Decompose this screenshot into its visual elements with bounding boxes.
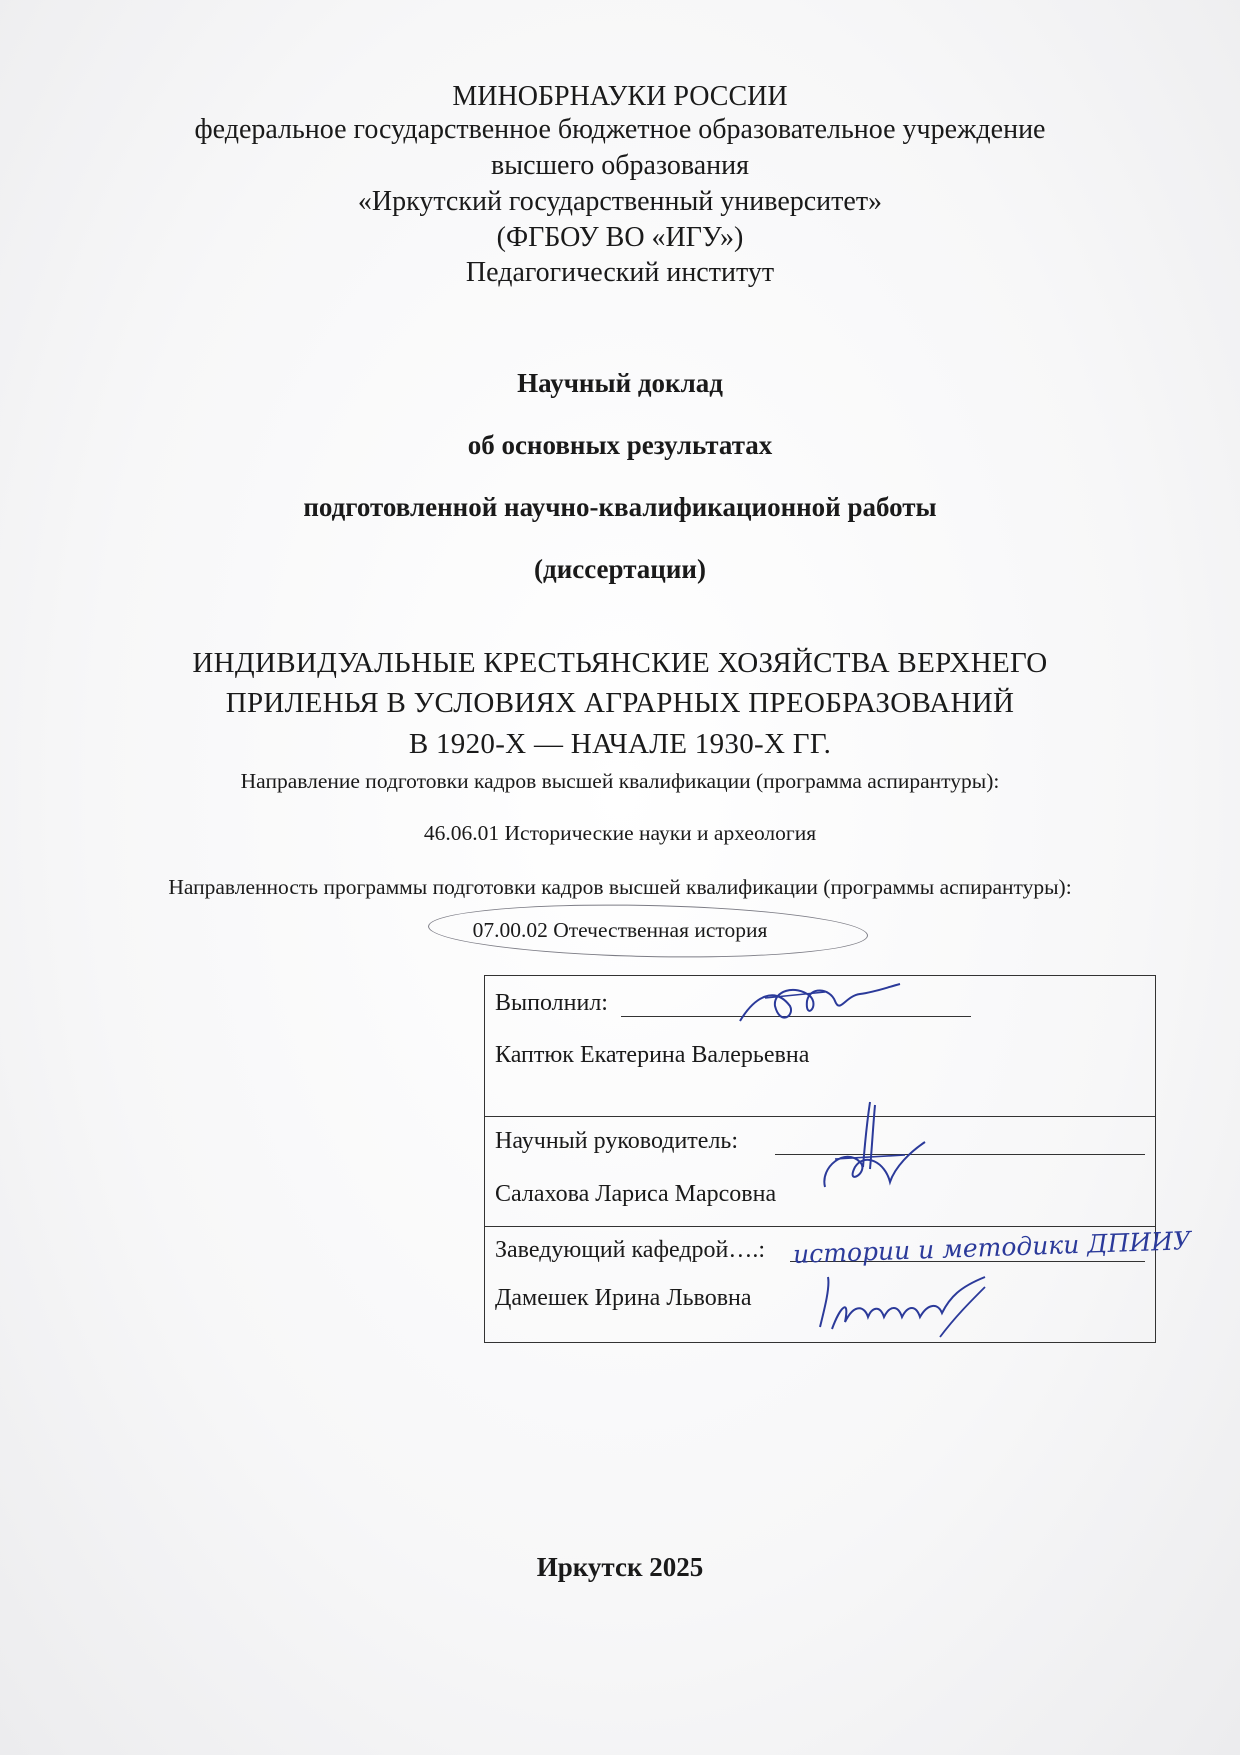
performer-label: Выполнил: <box>495 990 608 1016</box>
head-name: Дамешек Ирина Львовна <box>495 1285 752 1311</box>
advisor-label: Научный руководитель: <box>495 1128 739 1154</box>
direction-label: Направление подготовки кадров высшей квалификации (программа аспирантуры): <box>240 769 1000 793</box>
focus-value: 07.00.02 Отечественная история <box>472 918 768 942</box>
report-title: Научный доклад <box>517 368 723 398</box>
head-label: Заведующий кафедрой….: <box>495 1237 766 1263</box>
university-abbreviation: (ФГБОУ ВО «ИГУ») <box>496 222 744 253</box>
advisor-name: Салахова Лариса Марсовна <box>495 1181 777 1207</box>
head-signature <box>810 1267 990 1342</box>
city-year: Иркутск 2025 <box>536 1552 704 1582</box>
report-subtitle-1: об основных результатах <box>467 430 773 460</box>
report-subtitle-3: (диссертации) <box>534 554 706 584</box>
performer-signature <box>735 976 905 1036</box>
topic-line-3: В 1920-Х — НАЧАЛЕ 1930-Х ГГ. <box>408 728 832 760</box>
direction-value: 46.06.01 Исторические науки и археология <box>423 821 817 845</box>
signature-row-performer <box>485 976 1155 1117</box>
signature-table <box>484 975 1192 1343</box>
university-name: «Иркутский государственный университет» <box>357 186 883 217</box>
advisor-signature <box>815 1097 935 1207</box>
institute-name: Педагогический институт <box>465 257 775 288</box>
signature-row-advisor <box>485 1117 1155 1227</box>
topic-line-2: ПРИЛЕНЬЯ В УСЛОВИЯХ АГРАРНЫХ ПРЕОБРАЗОВАНИЙ <box>225 687 1015 719</box>
head-department-handwriting: истории и методики ДПИИУ <box>792 1226 1192 1269</box>
report-subtitle-2: подготовленной научно-квалификационной работы <box>303 492 937 522</box>
focus-label: Направленность программы подготовки кадров высшей квалификации (программы аспирантуры): <box>168 875 1072 899</box>
institution-type: федеральное государственное бюджетное образовательное учреждение <box>194 114 1046 145</box>
performer-name: Каптюк Екатерина Валерьевна <box>495 1042 810 1068</box>
ministry-name: МИНОБРНАУКИ РОССИИ <box>452 81 788 112</box>
institution-level: высшего образования <box>491 150 749 181</box>
topic-line-1: ИНДИВИДУАЛЬНЫЕ КРЕСТЬЯНСКИЕ ХОЗЯЙСТВА ВЕРХНЕГО <box>192 647 1048 679</box>
signature-row-head <box>485 1226 1192 1344</box>
